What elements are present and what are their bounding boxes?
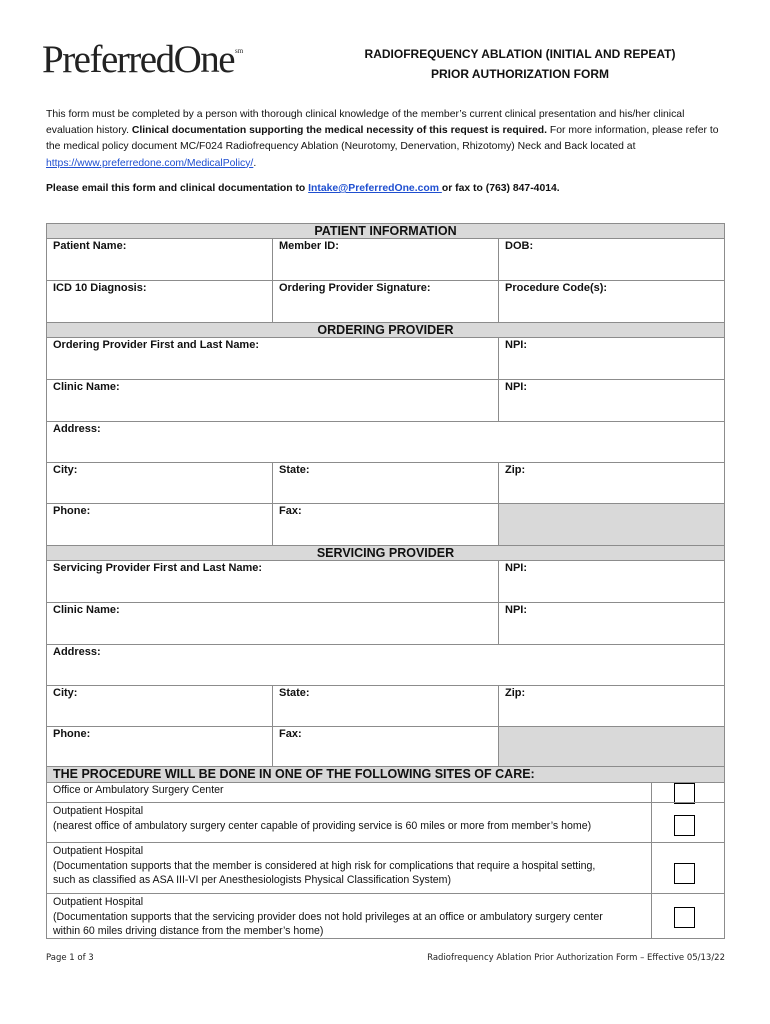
- ordering-city-field[interactable]: City:: [46, 462, 273, 504]
- site-option-hospital-privileges-cell: [651, 893, 725, 939]
- site-option-hospital-high-risk: Outpatient Hospital (Documentation supports that the member is considered at high risk for complications that require a hospital setting, such as classified as ASA III-VI per Anesthesiologists Physical Classification System): [46, 842, 652, 894]
- logo-service-mark: sm: [235, 47, 244, 55]
- form-title-line2: PRIOR AUTHORIZATION FORM: [431, 67, 609, 81]
- hospital-privileges-checkbox[interactable]: [674, 907, 695, 928]
- ordering-provider-signature-field[interactable]: Ordering Provider Signature:: [272, 280, 499, 323]
- ordering-clinic-name-field[interactable]: Clinic Name:: [46, 379, 499, 422]
- servicing-provider-header: SERVICING PROVIDER: [46, 545, 725, 561]
- intro-paragraph: This form must be completed by a person with thorough clinical knowledge of the member’s current clinical presentation and his/her clinical evaluation history. Clinical documentation supporting the medical necessity of this request is required. For more information, please refer to the medical policy document MC/F024 Radiofrequency Ablation (Neurotomy, Denervation, Rhizotomy) Neck and Back located at https://www.preferredone.com/MedicalPolicy/.: [46, 109, 719, 169]
- hospital-distance-checkbox[interactable]: [674, 815, 695, 836]
- servicing-fax-field[interactable]: Fax:: [272, 726, 499, 767]
- ordering-address-field[interactable]: Address:: [46, 421, 725, 463]
- intake-email-link[interactable]: Intake@PreferredOne.com: [308, 183, 442, 194]
- ordering-provider-name-field[interactable]: Ordering Provider First and Last Name:: [46, 337, 499, 380]
- ordering-clinic-npi-field[interactable]: NPI:: [498, 379, 725, 422]
- patient-name-field[interactable]: Patient Name:: [46, 238, 273, 281]
- ordering-fax-field[interactable]: Fax:: [272, 503, 499, 546]
- ordering-npi-field[interactable]: NPI:: [498, 337, 725, 380]
- servicing-clinic-name-field[interactable]: Clinic Name:: [46, 602, 499, 645]
- ordering-state-field[interactable]: State:: [272, 462, 499, 504]
- site-option-hospital-distance-cell: [651, 802, 725, 843]
- form-title-line1: RADIOFREQUENCY ABLATION (INITIAL AND REPEAT): [364, 47, 676, 61]
- ordering-phone-field[interactable]: Phone:: [46, 503, 273, 546]
- servicing-npi-field[interactable]: NPI:: [498, 560, 725, 603]
- servicing-state-field[interactable]: State:: [272, 685, 499, 727]
- site-option-hospital-privileges: Outpatient Hospital (Documentation supports that the servicing provider does not hold privileges at an office or ambulatory surgery center within 60 miles driving distance from the member’s home): [46, 893, 652, 939]
- servicing-shaded-cell: [498, 726, 725, 767]
- hospital-high-risk-checkbox[interactable]: [674, 863, 695, 884]
- servicing-phone-field[interactable]: Phone:: [46, 726, 273, 767]
- ordering-zip-field[interactable]: Zip:: [498, 462, 725, 504]
- footer-form-name: Radiofrequency Ablation Prior Authorization Form – Effective 05/13/22: [427, 953, 725, 963]
- office-asc-checkbox[interactable]: [674, 783, 695, 804]
- member-id-field[interactable]: Member ID:: [272, 238, 499, 281]
- site-option-office-asc: Office or Ambulatory Surgery Center: [46, 782, 652, 803]
- servicing-clinic-npi-field[interactable]: NPI:: [498, 602, 725, 645]
- ordering-shaded-cell: [498, 503, 725, 546]
- dob-field[interactable]: DOB:: [498, 238, 725, 281]
- submission-instructions: Please email this form and clinical documentation to Intake@PreferredOne.com or fax to (763) 847-4014.: [46, 183, 560, 194]
- ordering-provider-header: ORDERING PROVIDER: [46, 322, 725, 338]
- servicing-city-field[interactable]: City:: [46, 685, 273, 727]
- servicing-provider-name-field[interactable]: Servicing Provider First and Last Name:: [46, 560, 499, 603]
- site-option-office-asc-cell: [651, 782, 725, 803]
- sites-of-care-header: THE PROCEDURE WILL BE DONE IN ONE OF THE FOLLOWING SITES OF CARE:: [46, 766, 725, 783]
- preferredone-logo: PreferredOne$^{sm}$: [42, 38, 244, 81]
- patient-information-header: PATIENT INFORMATION: [46, 223, 725, 239]
- site-option-hospital-high-risk-cell: [651, 842, 725, 894]
- icd10-diagnosis-field[interactable]: ICD 10 Diagnosis:: [46, 280, 273, 323]
- servicing-address-field[interactable]: Address:: [46, 644, 725, 686]
- medical-policy-link[interactable]: https://www.preferredone.com/MedicalPolicy/: [46, 157, 254, 169]
- servicing-zip-field[interactable]: Zip:: [498, 685, 725, 727]
- page-number: Page 1 of 3: [46, 953, 94, 963]
- site-option-hospital-distance: Outpatient Hospital (nearest office of ambulatory surgery center capable of providing service is 60 miles or more from member’s home): [46, 802, 652, 843]
- procedure-codes-field[interactable]: Procedure Code(s):: [498, 280, 725, 323]
